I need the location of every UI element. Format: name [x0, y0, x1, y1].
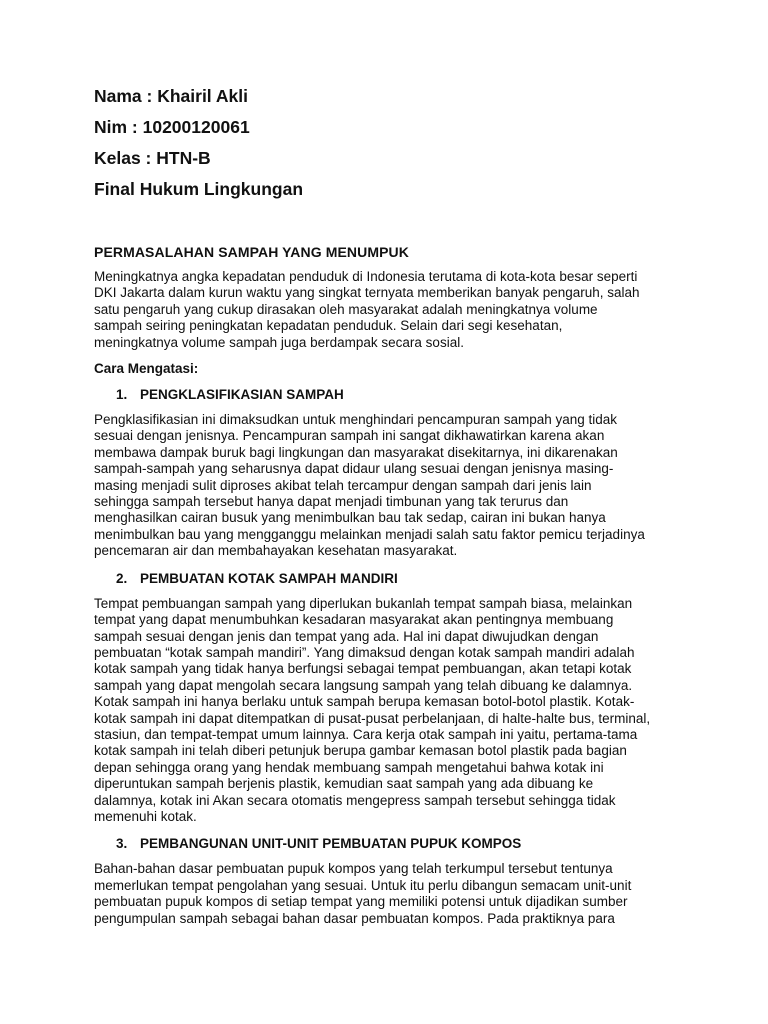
item-paragraph [94, 596, 674, 826]
item-paragraph [94, 861, 674, 927]
text-line: memenuhi kotak. [94, 808, 197, 824]
text-line: kotak sampah ini dapat ditempatkan di pusat-pusat perbelanjaan, di halte-halte bus, terminal, [94, 710, 651, 726]
text-line: menimbulkan bau yang mengganggu melainkan menjadi salah satu faktor pemicu terjadinya [94, 526, 645, 542]
list-item-heading [94, 571, 674, 586]
text-line: membawa dampak buruk bagi lingkungan dan masyarakat disekitarnya, ini dikarenakan [94, 444, 618, 460]
section-title: PERMASALAHAN SAMPAH YANG MENUMPUK [94, 244, 409, 260]
list-number: 2. [116, 570, 128, 586]
list-heading-text: PENGKLASIFIKASIAN SAMPAH [140, 387, 344, 403]
text-line: masing menjadi sulit diproses akibat telah tercampur dengan sampah dari jenis lain [94, 477, 592, 493]
text-line: pembuatan “kotak sampah mandiri”. Yang dimaksud dengan kotak sampah mandiri adalah [94, 644, 635, 660]
text-line: sampah seiring peningkatan kepadatan penduduk. Selain dari segi kesehatan, [94, 318, 563, 334]
text-line: Pengklasifikasian ini dimaksudkan untuk menghindari pencampuran sampah yang tidak [94, 412, 618, 428]
text-line: kotak sampah ini telah diberi petunjuk berupa gambar kemasan botol plastik pada bagian [94, 743, 627, 759]
text-line: dalamnya, kotak ini Akan secara otomatis mengepress sampah tersebut sehingga tidak [94, 792, 616, 808]
text-line: sehingga sampah tersebut hanya dapat menjadi timbunan yang tak terurus dan [94, 494, 569, 510]
text-line: pencemaran air dan membahayakan kesehatan masyarakat. [94, 543, 458, 559]
text-line: pengumpulan sampah sebagai bahan dasar pembuatan kompos. Pada praktiknya para [94, 910, 615, 926]
student-name: Nama : Khairil Akli [94, 86, 248, 106]
text-line: kotak sampah yang tidak hanya berfungsi sebagai tempat pembuangan, akan tetapi kotak [94, 661, 632, 677]
text-line: satu pengaruh yang cukup dirasakan oleh masyarakat adalah meningkatnya volume [94, 301, 598, 317]
text-line: Bahan-bahan dasar pembuatan pupuk kompos yang telah terkumpul tersebut tentunya [94, 861, 613, 877]
list-number: 3. [116, 836, 128, 852]
solutions-label: Cara Mengatasi: [94, 361, 199, 377]
text-line: sampah sesuai dengan jenis dan tempat yang ada. Hal ini dapat diwujudkan dengan [94, 628, 599, 644]
list-number: 1. [116, 387, 128, 403]
list-heading-text: PEMBANGUNAN UNIT-UNIT PEMBUATAN PUPUK KOMPOS [140, 836, 522, 852]
list-item-heading [94, 387, 674, 402]
text-line: sesuai dengan jenisnya. Pencampuran sampah ini sangat dikhawatirkan karena akan [94, 428, 605, 444]
text-line: diperuntukan sampah berjenis plastik, kemudian saat sampah yang ada dibuang ke [94, 776, 594, 792]
text-line: Tempat pembuangan sampah yang diperlukan bukanlah tempat sampah biasa, melainkan [94, 595, 633, 611]
text-line: Meningkatnya angka kepadatan penduduk di Indonesia terutama di kota-kota besar seperti [94, 269, 638, 284]
list-heading-text: PEMBUATAN KOTAK SAMPAH MANDIRI [140, 570, 398, 586]
text-line: DKI Jakarta dalam kurun waktu yang singkat ternyata memberikan banyak pengaruh, salah [94, 285, 640, 301]
list-item-heading [94, 836, 674, 851]
text-line: Kotak sampah ini hanya berlaku untuk sampah berupa kemasan botol-botol plastik. Kotak- [94, 694, 635, 710]
document-title: Final Hukum Lingkungan [94, 179, 304, 199]
text-line: menghasilkan cairan busuk yang menimbulkan bau tak sedap, cairan ini bukan hanya [94, 510, 606, 526]
student-id: Nim : 10200120061 [94, 117, 250, 137]
text-line: memerlukan tempat pengolahan yang sesuai. Untuk itu perlu dibangun semacam unit-unit [94, 877, 632, 893]
text-line: meningkatnya volume sampah juga berdampak secara sosial. [94, 334, 464, 350]
text-line: tempat yang dapat menumbuhkan kesadaran masyarakat akan pentingnya membuang [94, 612, 614, 628]
text-line: depan sehingga orang yang hendak membuang sampah mengetahui bahwa kotak ini [94, 759, 604, 775]
text-line: sampah-sampah yang seharusnya dapat didaur ulang sesuai dengan jenisnya masing- [94, 461, 614, 477]
text-line: stasiun, dan tempat-tempat umum lainnya. Cara kerja otak sampah ini yaitu, pertama-tama [94, 726, 638, 742]
intro-paragraph [94, 269, 674, 351]
text-line: sampah yang dapat mengolah secara langsung sampah yang telah dibuang ke dalamnya. [94, 677, 633, 693]
student-class: Kelas : HTN-B [94, 148, 211, 168]
item-paragraph [94, 412, 674, 560]
text-line: pembuatan pupuk kompos di setiap tempat yang memiliki potensi untuk dijadikan sumber [94, 894, 628, 910]
